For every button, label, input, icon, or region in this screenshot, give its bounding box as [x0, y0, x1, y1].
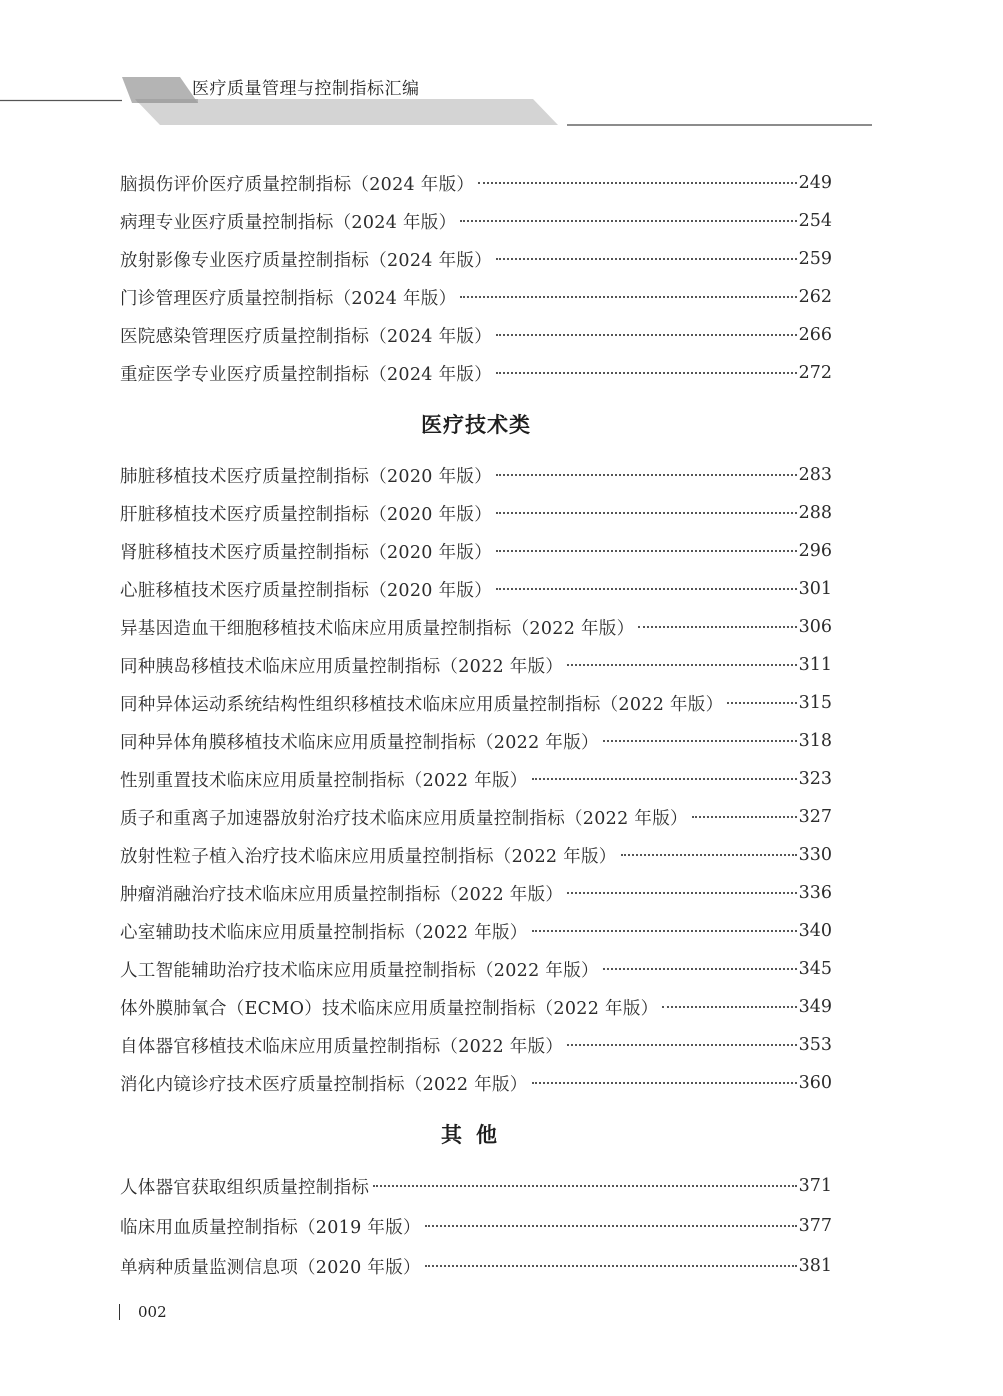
toc-section-other [120, 1102, 832, 1286]
entry-page: 381 [798, 1256, 832, 1276]
entry-title: 放射影像专业医疗质量控制指标（2024 年版） [120, 250, 492, 271]
entry-page: 306 [798, 617, 832, 637]
toc-entry[interactable] [120, 532, 832, 570]
entry-title: 脑损伤评价医疗质量控制指标（2024 年版） [120, 174, 475, 195]
toc-section-continued [120, 164, 832, 392]
entry-title: 异基因造血干细胞移植技术临床应用质量控制指标（2022 年版） [120, 618, 635, 639]
entry-page: 377 [798, 1216, 832, 1236]
toc-entry[interactable] [120, 1166, 832, 1206]
entry-title: 人体器官获取组织质量控制指标 [120, 1177, 370, 1198]
entry-page: 327 [798, 807, 832, 827]
dot-leader [425, 1225, 797, 1227]
toc-entry[interactable] [120, 912, 832, 950]
dot-leader [496, 550, 797, 552]
toc-entry[interactable] [120, 494, 832, 532]
entry-title: 门诊管理医疗质量控制指标（2024 年版） [120, 288, 457, 309]
toc-entry[interactable] [120, 874, 832, 912]
entry-title: 医院感染管理医疗质量控制指标（2024 年版） [120, 326, 492, 347]
entry-page: 254 [798, 211, 832, 231]
dot-leader [532, 1082, 797, 1084]
dot-leader [603, 968, 797, 970]
toc-entry[interactable] [120, 798, 832, 836]
entry-title: 同种异体角膜移植技术临床应用质量控制指标（2022 年版） [120, 732, 599, 753]
entry-page: 272 [798, 363, 832, 383]
entry-page: 345 [798, 959, 832, 979]
dot-leader [662, 1006, 796, 1008]
dot-leader [727, 702, 796, 704]
dot-leader [638, 626, 796, 628]
dot-leader [621, 854, 797, 856]
entry-title: 肺脏移植技术医疗质量控制指标（2020 年版） [120, 466, 492, 487]
dot-leader [567, 1044, 796, 1046]
toc-entry[interactable] [120, 684, 832, 722]
dot-leader [532, 778, 797, 780]
toc-entry[interactable] [120, 202, 832, 240]
entry-page: 249 [798, 173, 832, 193]
entry-title: 体外膜肺氧合（ECMO）技术临床应用质量控制指标（2022 年版） [120, 998, 659, 1019]
toc-entry[interactable] [120, 836, 832, 874]
toc-entry[interactable] [120, 278, 832, 316]
entry-page: 315 [798, 693, 832, 713]
toc-entry[interactable] [120, 1246, 832, 1286]
entry-title: 放射性粒子植入治疗技术临床应用质量控制指标（2022 年版） [120, 846, 617, 867]
entry-title: 人工智能辅助治疗技术临床应用质量控制指标（2022 年版） [120, 960, 599, 981]
entry-page: 283 [798, 465, 832, 485]
toc-entry[interactable] [120, 1026, 832, 1064]
toc-entry[interactable] [120, 760, 832, 798]
dot-leader [460, 296, 796, 298]
dot-leader [496, 334, 797, 336]
entry-page: 330 [798, 845, 832, 865]
dot-leader [425, 1265, 797, 1267]
dot-leader [496, 372, 797, 374]
page-footer [119, 1303, 167, 1321]
entry-page: 311 [798, 655, 832, 675]
entry-page: 288 [798, 503, 832, 523]
table-of-contents [120, 164, 832, 1286]
dot-leader [478, 182, 796, 184]
toc-entry[interactable] [120, 240, 832, 278]
dot-leader [496, 258, 797, 260]
entry-page: 296 [798, 541, 832, 561]
entry-page: 301 [798, 579, 832, 599]
entry-title: 临床用血质量控制指标（2019 年版） [120, 1217, 421, 1238]
toc-entry[interactable] [120, 988, 832, 1026]
entry-title: 肾脏移植技术医疗质量控制指标（2020 年版） [120, 542, 492, 563]
toc-entry[interactable] [120, 164, 832, 202]
header-decoration [0, 0, 1003, 140]
entry-page: 349 [798, 997, 832, 1017]
entry-page: 323 [798, 769, 832, 789]
footer-rule [119, 1304, 120, 1320]
toc-entry[interactable] [120, 316, 832, 354]
dot-leader [567, 892, 796, 894]
dot-leader [496, 474, 797, 476]
entry-page: 340 [798, 921, 832, 941]
entry-page: 318 [798, 731, 832, 751]
entry-title: 肝脏移植技术医疗质量控制指标（2020 年版） [120, 504, 492, 525]
entry-title: 同种胰岛移植技术临床应用质量控制指标（2022 年版） [120, 656, 564, 677]
toc-entry[interactable] [120, 608, 832, 646]
entry-page: 360 [798, 1073, 832, 1093]
dot-leader [692, 816, 797, 818]
entry-page: 353 [798, 1035, 832, 1055]
toc-entry[interactable] [120, 354, 832, 392]
toc-entry[interactable] [120, 646, 832, 684]
dot-leader [460, 220, 796, 222]
entry-title: 重症医学专业医疗质量控制指标（2024 年版） [120, 364, 492, 385]
dot-leader [496, 512, 797, 514]
entry-title: 同种异体运动系统结构性组织移植技术临床应用质量控制指标（2022 年版） [120, 694, 724, 715]
toc-entry[interactable] [120, 722, 832, 760]
dot-leader [603, 740, 797, 742]
entry-title: 消化内镜诊疗技术医疗质量控制指标（2022 年版） [120, 1074, 528, 1095]
entry-page: 266 [798, 325, 832, 345]
entry-page: 371 [798, 1176, 832, 1196]
entry-title: 性别重置技术临床应用质量控制指标（2022 年版） [120, 770, 528, 791]
entry-title: 心室辅助技术临床应用质量控制指标（2022 年版） [120, 922, 528, 943]
entry-title: 心脏移植技术医疗质量控制指标（2020 年版） [120, 580, 492, 601]
entry-title: 单病种质量监测信息项（2020 年版） [120, 1257, 421, 1278]
dot-leader [496, 588, 797, 590]
entry-title: 肿瘤消融治疗技术临床应用质量控制指标（2022 年版） [120, 884, 564, 905]
entry-page: 262 [798, 287, 832, 307]
entry-page: 336 [798, 883, 832, 903]
toc-section-medical-technology [120, 392, 832, 1102]
page-number: 002 [138, 1303, 167, 1321]
toc-entry[interactable] [120, 456, 832, 494]
toc-entry[interactable] [120, 950, 832, 988]
dot-leader [373, 1185, 796, 1187]
running-header [0, 0, 1003, 140]
toc-entry[interactable] [120, 1064, 832, 1102]
entry-page: 259 [798, 249, 832, 269]
entry-title: 自体器官移植技术临床应用质量控制指标（2022 年版） [120, 1036, 564, 1057]
toc-entry[interactable] [120, 570, 832, 608]
dot-leader [532, 930, 797, 932]
toc-entry[interactable] [120, 1206, 832, 1246]
entry-title: 质子和重离子加速器放射治疗技术临床应用质量控制指标（2022 年版） [120, 808, 688, 829]
dot-leader [567, 664, 796, 666]
entry-title: 病理专业医疗质量控制指标（2024 年版） [120, 212, 457, 233]
section-heading: 其他 [441, 1123, 511, 1147]
book-title: 医疗质量管理与控制指标汇编 [192, 79, 420, 99]
section-heading: 医疗技术类 [421, 413, 531, 437]
